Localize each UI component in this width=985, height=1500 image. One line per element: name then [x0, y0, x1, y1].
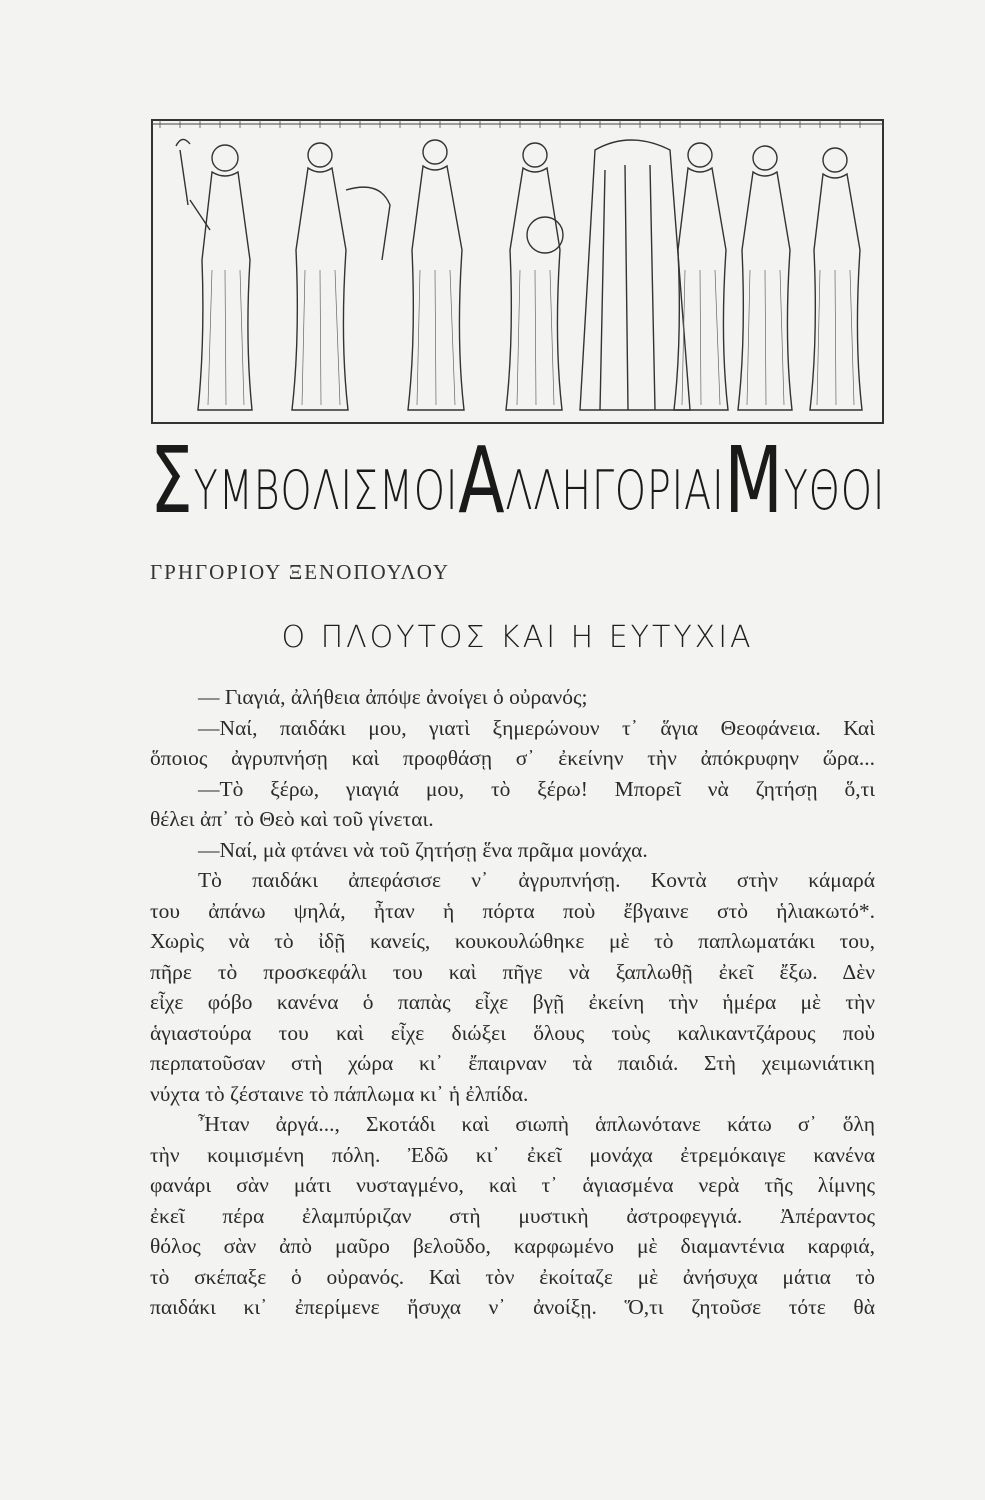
title-word-2	[458, 426, 725, 534]
text-line: —Τὸ ξέρω, γιαγιά μου, τὸ ξέρω! Μπορεῖ νὰ ζητήσῃ ὅ,τι	[198, 776, 875, 801]
title-initial: Α	[458, 426, 506, 534]
title-word-3	[724, 426, 886, 534]
text-line: ἁγιαστούρα του καὶ εἶχε διώξει ὅλους τοὺς καλικαντζάρους ποὺ	[150, 1020, 875, 1045]
text-line: ὅποιος ἀγρυπνήσῃ καὶ προφθάσῃ σ᾽ ἐκείνην τὴν ἀπόκρυφην ὥρα...	[150, 746, 875, 770]
text-line: —Ναί, παιδάκι μου, γιατὶ ξημερώνουν τ᾽ ἅγια Θεοφάνεια. Καὶ	[198, 715, 875, 740]
text-line: τὴν κοιμισμένη πόλη. Ἐδῶ κι᾽ ἐκεῖ μονάχα ἐτρεμόκαιγε κανένα	[150, 1142, 875, 1167]
title-word-1	[150, 426, 459, 534]
title-initial: Μ	[724, 426, 784, 534]
author-byline: ΓΡΗΓΟΡΙΟΥ ΞΕΝΟΠΟΥΛΟΥ	[150, 560, 451, 584]
text-line: πῆρε τὸ προσκεφάλι του καὶ πῆγε νὰ ξαπλωθῇ ἐκεῖ ἔξω. Δὲν	[150, 959, 875, 984]
title-rest: ΥΘΟΙ	[783, 459, 886, 522]
text-line: θέλει ἀπ᾽ τὸ Θεὸ καὶ τοῦ γίνεται.	[150, 807, 434, 831]
text-line: νύχτα τὸ ζέσταινε τὸ πάπλωμα κι᾽ ἡ ἐλπίδα.	[150, 1081, 529, 1106]
story-body	[150, 682, 875, 1323]
text-line: Ἦταν ἀργά..., Σκοτάδι καὶ σιωπὴ ἁπλωνότανε κάτω σ᾽ ὅλη	[198, 1112, 875, 1136]
section-title-banner	[150, 420, 886, 534]
title-initial: Σ	[150, 426, 194, 534]
text-line: παιδάκι κι᾽ ἐπερίμενε ἥσυχα ν᾽ ἀνοίξῃ. Ὅ,τι ζητοῦσε τότε θὰ	[150, 1295, 875, 1319]
text-line: εἶχε φόβο κανένα ὁ παπὰς εἶχε βγῇ ἐκείνη τὴν ἡμέρα μὲ τὴν	[150, 990, 875, 1014]
title-rest: ΥΜΒΟΛΙΣΜΟΙ	[193, 459, 459, 522]
title-rest: ΛΛΗΓΟΡΙΑΙ	[505, 459, 725, 522]
text-line: ἐκεῖ πέρα ἐλαμπύριζαν στὴ μυστικὴ ἀστροφεγγιά. Ἀπέραντος	[150, 1203, 875, 1228]
text-line: Χωρὶς νὰ τὸ ἰδῇ κανείς, κουκουλώθηκε μὲ τὸ παπλωματάκι του,	[150, 929, 875, 953]
text-line: περπατοῦσαν στὴ χώρα κι᾽ ἔπαιρναν τὰ παιδιά. Στὴ χειμωνιάτικη	[150, 1051, 875, 1075]
text-line: τὸ σκέπαξε ὁ οὐρανός. Καὶ τὸν ἐκοίταζε μὲ ἀνήσυχα μάτια τὸ	[150, 1264, 875, 1289]
frieze-illustration	[150, 110, 885, 425]
story-title: Ο ΠΛΟΥΤΟΣ ΚΑΙ Η ΕΥΤΥΧΙΑ	[281, 620, 754, 655]
text-line: του ἀπάνω ψηλά, ἦταν ἡ πόρτα ποὺ ἔβγαινε στὸ ἡλιακωτό*.	[150, 898, 875, 923]
text-line: θόλος σὰν ἀπὸ μαῦρο βελοῦδο, καρφωμένο μὲ διαμαντένια καρφιά,	[150, 1234, 875, 1258]
text-line: — Γιαγιά, ἀλήθεια ἀπόψε ἀνοίγει ὁ οὐρανός;	[198, 685, 588, 709]
frieze-drawing	[150, 110, 885, 425]
text-line: Τὸ παιδάκι ἀπεφάσισε ν᾽ ἀγρυπνήσῃ. Κοντὰ στὴν κάμαρά	[198, 868, 875, 892]
text-line: φανάρι σὰν μάτι νυσταγμένο, καὶ τ᾽ ἁγιασμένα νερὰ τῆς λίμνης	[150, 1173, 875, 1197]
text-line: —Ναί, μὰ φτάνει νὰ τοῦ ζητήσῃ ἕνα πρᾶμα μονάχα.	[198, 837, 648, 862]
